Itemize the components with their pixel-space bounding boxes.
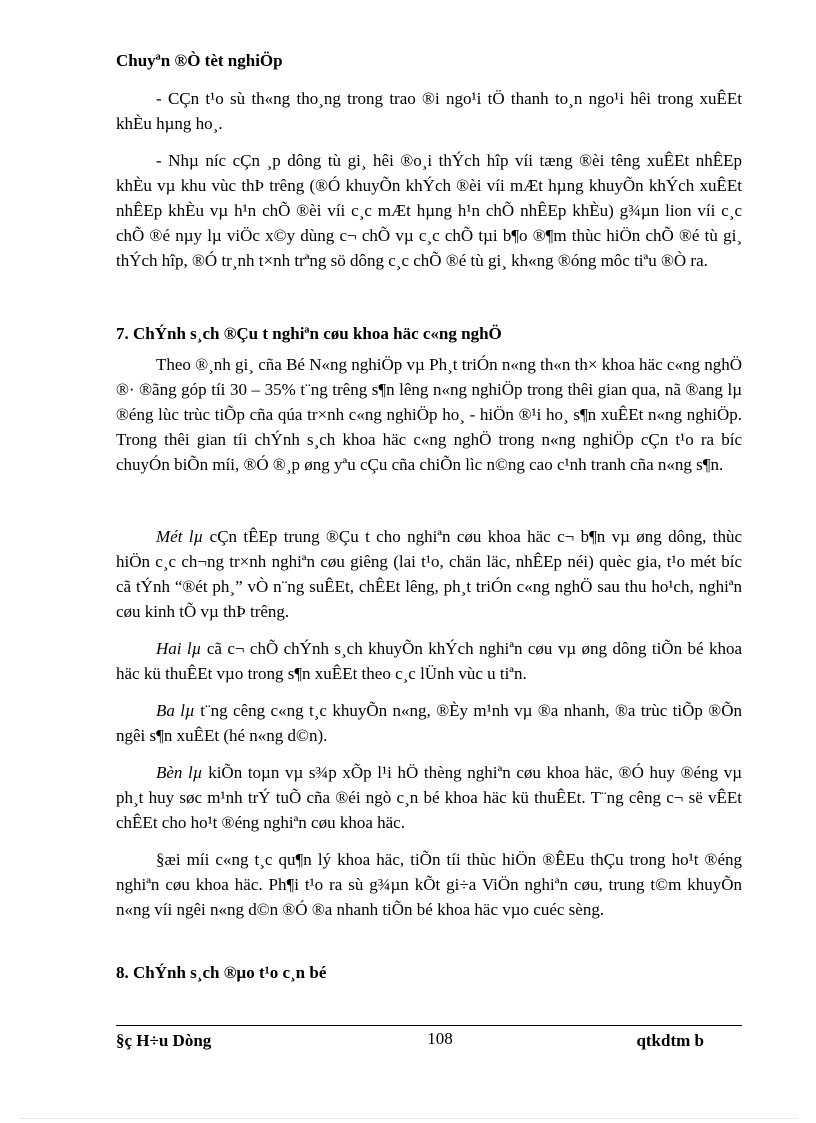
- section-heading-8: 8. ChÝnh s¸ch ®µo t¹o c¸n bé: [116, 963, 327, 982]
- page-title: Chuyªn ®Ò tèt nghiÖp: [116, 51, 283, 70]
- paragraph-8: §æi míi c«ng t¸c qu¶n lý khoa häc, tiÕn tíi thùc hiÖn ®ÊEu thÇu trong ho¹t ®éng nghiªn cøu khoa häc. Ph¶i t¹o ra sù g¾µn kÕt gi÷a ViÖn nghiªn cøu, trung t©m khuyÕn n«ng víi ngêi n«ng d©n ®Ó ®a nhanh tiÕn bé khoa häc vµo cuéc sèng.: [116, 850, 742, 919]
- paragraph-3: Theo ®¸nh gi¸ cña Bé N«ng nghiÖp vµ Ph¸t triÓn n«ng th«n th× khoa häc c«ng nghÖ ®· ®ãng góp tíi 30 – 35% t¨ng trêng s¶n lêng n«ng nghiÖp trong thêi gian qua, nã ®ang lµ ®éng lùc trùc tiÕp cña qúa tr×nh c«ng nghiÖp ho¸ - hiÖn ®¹i ho¸ s¶n xuÊEt n«ng nghiÖp. Trong thêi gian tíi chÝnh s¸ch khoa häc c«ng nghÖ trong n«ng nghiÖp cÇn t¹o ra bíc chuyÓn biÕn míi, ®Ó ®¸p øng yªu cÇu cña chiÕn lìc n©ng cao c¹nh tranh cña n«ng s¶n.: [116, 355, 742, 474]
- paragraph-7: [116, 760, 742, 835]
- paragraph-6-lead: Ba lµ: [156, 701, 195, 720]
- paragraph-5-lead: Hai lµ: [156, 639, 202, 658]
- paragraph-7-lead: Bèn lµ: [156, 763, 203, 782]
- paragraph-6: [116, 698, 742, 748]
- paragraph-1: - CÇn t¹o sù th«ng tho¸ng trong trao ®i ngo¹i tÖ thanh to¸n ngo¹i hêi trong xuÊEt khÈu hµng ho¸.: [116, 89, 742, 133]
- paragraph-7-text: kiÕn toµn vµ s¾p xÕp l¹i hÖ thèng nghiªn cøu khoa häc, ®Ó huy ®éng vµ ph¸t huy søc m¹nh trÝ tuÕ cña ®éi ngò c¸n bé khoa häc kü thuÊEt. T¨ng cêng c¬ së vÊEt chÊEt cho ho¹t ®éng nghiªn cøu khoa häc.: [116, 763, 742, 832]
- page-edge-divider: [20, 1118, 796, 1119]
- footer-code: qtkdtm b: [636, 1031, 704, 1050]
- paragraph-5: [116, 636, 742, 686]
- paragraph-4-text: cÇn tÊEp trung ®Çu t cho nghiªn cøu khoa häc c¬ b¶n vµ øng dông, thùc hiÖn c¸c ch¬ng tr×nh nghiªn cøu giêng (lai t¹o, chän läc, nhÊEp néi) quèc gia, t¹o mét bíc cã tÝnh “®ét ph¸” vÒ n¨ng suÊEt, chÊEt lêng, ph¸t triÓn c«ng nghÖ sau thu ho¹ch, nghiªn cøu kinh tÕ vµ thÞ trêng.: [116, 527, 743, 621]
- paragraph-4-lead: Mét lµ: [156, 527, 204, 546]
- section-heading-7: 7. ChÝnh s¸ch ®Çu t nghiªn cøu khoa häc c«ng nghÖ: [116, 324, 502, 343]
- footer-author: §ç H÷u Dòng: [116, 1031, 212, 1050]
- paragraph-5-text: cã c¬ chÕ chÝnh s¸ch khuyÕn khÝch nghiªn cøu vµ øng dông tiÕn bé khoa häc kü thuÊEt vµo trong s¶n xuÊEt theo c¸c lÜnh vùc u tiªn.: [116, 639, 742, 683]
- paragraph-4: [116, 524, 742, 624]
- page-number: 108: [427, 1029, 453, 1048]
- footer-divider: [116, 1025, 742, 1026]
- paragraph-6-text: t¨ng cêng c«ng t¸c khuyÕn n«ng, ®Èy m¹nh vµ ®a nhanh, ®a trùc tiÕp ®Õn ngêi s¶n xuÊEt (hé n«ng d©n).: [116, 701, 742, 745]
- paragraph-2: - Nhµ níc cÇn ¸p dông tù gi¸ hêi ®o¸i thÝch hîp víi tæng ®èi têng xuÊEt nhÊEp khÈu vµ khu vùc thÞ trêng (®Ó khuyÕn khÝch ®èi víi mÆt hµng khuyÕn khÝch xuÊEt nhÊEp khÈu vµ h¹n chÕ ®èi víi c¸c mÆt hµng h¹n chÕ nhÊEp khÈu) g¾µn lion víi c¸c chÕ ®é nµy lµ viÖc x©y dùng c¬ chÕ vµ c¸c chÕ tµi b¶o ®¶m thùc hiÖn chÕ ®é tù gi¸ thÝch hîp, ®Ó tr¸nh t×nh trªng sö dông c¸c chÕ ®é tù gi¸ kh«ng ®óng môc tiªu ®Ò ra.: [116, 151, 742, 270]
